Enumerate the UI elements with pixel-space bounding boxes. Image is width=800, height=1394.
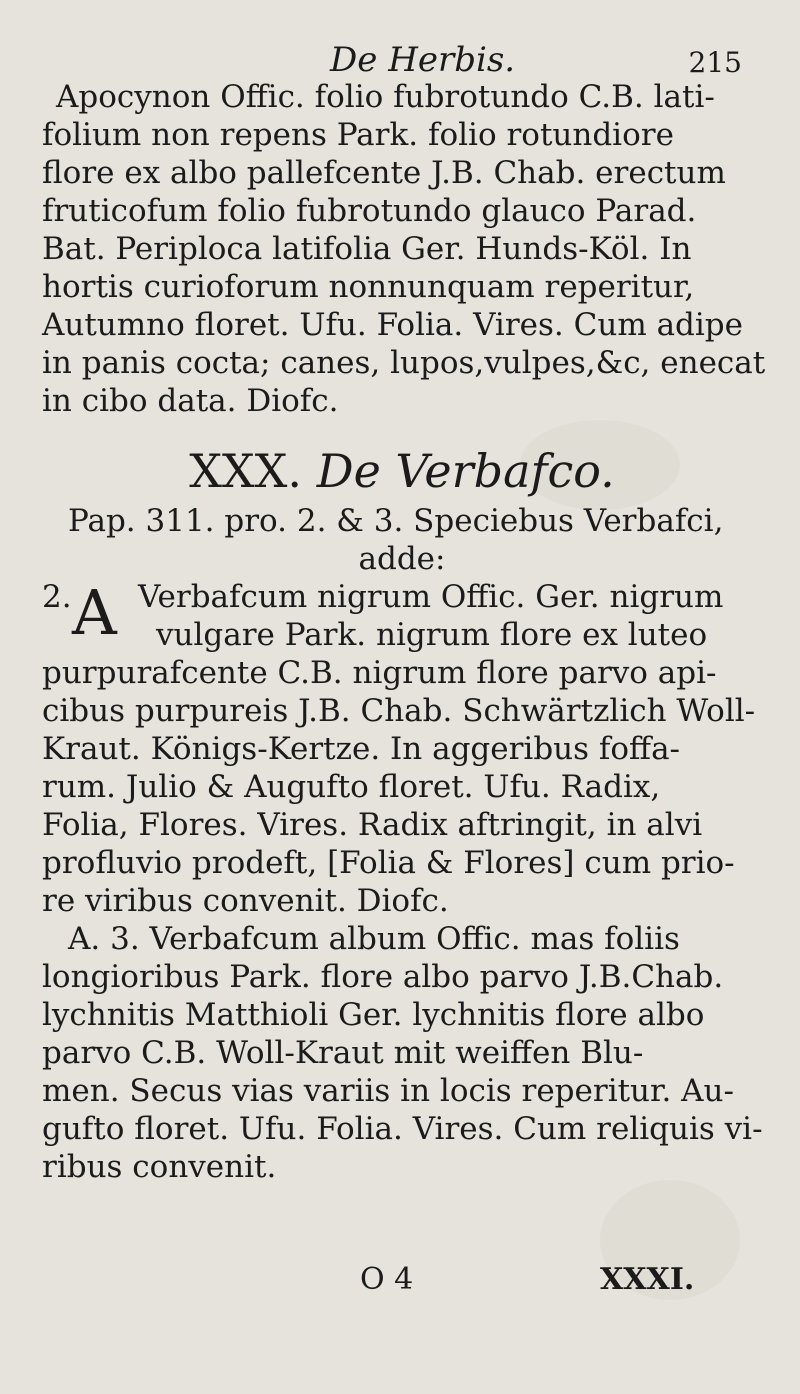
catchword: XXXI. [600,1262,695,1297]
text-line: parvo C.B. Woll-Kraut mit weiffen Blu- [42,1035,644,1071]
running-title: De Herbis. [330,40,516,80]
text-line: in panis cocta; canes, lupos,vulpes,&c, enecat [42,345,766,381]
drop-cap: A [72,576,117,649]
section-heading [42,440,762,502]
text-line: men. Secus vias variis in locis reperitur. Au- [42,1073,734,1109]
text-line: re viribus convenit. Diofc. [42,883,449,919]
text-line: in cibo data. Diofc. [42,383,339,419]
running-header [0,40,800,80]
section-title: De Verbafco. [316,444,615,498]
text-line: gufto floret. Ufu. Folia. Vires. Cum reliquis vi- [42,1111,763,1147]
text-line: Autumno floret. Ufu. Folia. Vires. Cum adipe [42,307,743,343]
text-line: folium non repens Park. folio rotundiore [42,117,674,153]
text-line: ribus convenit. [42,1149,277,1185]
text-line: Apocynon Offic. folio fubrotundo C.B. lati- [56,79,715,115]
text-line: hortis curioforum nonnunquam reperitur, [42,269,695,305]
text-line: rum. Julio & Augufto floret. Ufu. Radix, [42,769,661,805]
signature-mark: O 4 [360,1262,414,1297]
text-line: adde: [358,541,446,577]
text-line: fruticofum folio fubrotundo glauco Parad. [42,193,697,229]
text-line: lychnitis Matthioli Ger. lychnitis flore albo [42,997,705,1033]
text-line: cibus purpureis J.B. Chab. Schwärtzlich Woll- [42,693,756,729]
text-line: A. 3. Verbafcum album Offic. mas foliis [68,921,680,957]
text-line: profluvio prodeft, [Folia & Flores] cum prio- [42,845,735,881]
text-line: purpurafcente C.B. nigrum flore parvo api- [42,655,717,691]
text-line: Kraut. Königs-Kertze. In aggeribus foffa- [42,731,681,767]
item-2-opening [42,578,762,654]
text-line: flore ex albo pallefcente J.B. Chab. erectum [42,155,726,191]
text-line: Verbafcum nigrum Offic. Ger. nigrum [138,579,724,615]
text-line: Bat. Periploca latifolia Ger. Hunds-Köl. In [42,231,692,267]
text-line: Pap. 311. pro. 2. & 3. Speciebus Verbafci, [68,503,724,539]
page-number: 215 [688,46,742,79]
text-line: vulgare Park. nigrum flore ex luteo [156,617,708,653]
page-footer [0,1262,800,1306]
item-number: 2. [42,579,72,615]
text-line: longioribus Park. flore albo parvo J.B.Chab. [42,959,724,995]
text-block [42,78,766,1186]
section-number: XXX. [189,444,303,498]
text-line: Folia, Flores. Vires. Radix aftringit, in alvi [42,807,703,843]
